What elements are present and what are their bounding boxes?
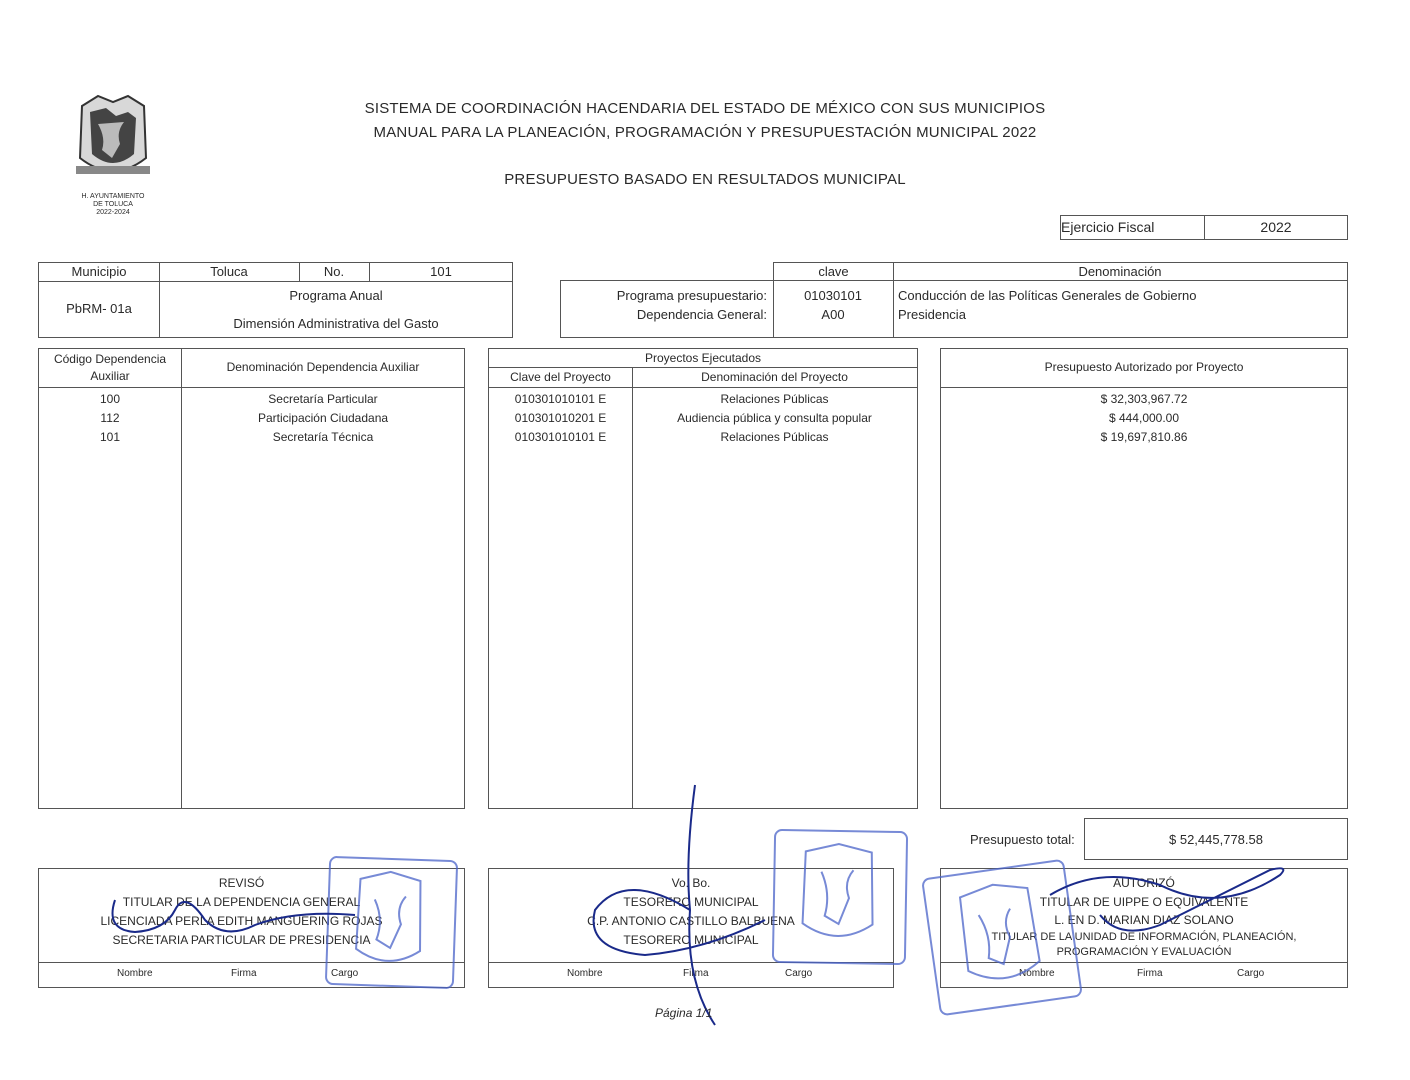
- municipio-no-label: No.: [323, 264, 345, 279]
- dependencia-label: Dependencia General:: [636, 307, 767, 322]
- autorizo-line1: TITULAR DE UIPPE O EQUIVALENTE: [1039, 895, 1249, 909]
- programa-denominacion: Conducción de las Políticas Generales de Gobierno: [898, 288, 1197, 303]
- auxiliar-row-codigo: 112: [100, 411, 120, 425]
- page-number: Página 1/1: [655, 1006, 713, 1020]
- municipio-value: Toluca: [210, 264, 248, 279]
- presupuesto-row-value: $ 19,697,810.86: [1100, 430, 1188, 444]
- autorizo-title: AUTORIZÓ: [1113, 876, 1175, 890]
- autorizo-line3: TITULAR DE LA UNIDAD DE INFORMACIÓN, PLANEACIÓN,: [991, 931, 1297, 943]
- autorizo-nombre-label: Nombre: [1019, 968, 1055, 979]
- presupuesto-row-value: $ 444,000.00: [1108, 411, 1180, 425]
- reviso-line3: SECRETARIA PARTICULAR DE PRESIDENCIA: [112, 933, 371, 947]
- auxiliar-col1-header-1: Código Dependencia: [53, 352, 167, 366]
- program-subtitle: Dimensión Administrativa del Gasto: [233, 316, 439, 331]
- auxiliar-row-denominacion: Participación Ciudadana: [257, 411, 389, 425]
- total-value: $ 52,445,778.58: [1169, 832, 1263, 847]
- dependencia-denominacion: Presidencia: [898, 307, 966, 322]
- fiscal-year-box: [1060, 215, 1348, 240]
- logo-caption-2: DE TOLUCA: [93, 201, 133, 208]
- vobo-title: Vo. Bo.: [671, 876, 711, 890]
- reviso-line2: LICENCIADA PERLA EDITH MANGUERING ROJAS: [100, 914, 383, 928]
- proyectos-col1-header: Clave del Proyecto: [510, 370, 611, 384]
- vobo-nombre-label: Nombre: [567, 968, 603, 979]
- proyecto-row-clave: 010301010201 E: [514, 411, 607, 425]
- auxiliar-col2-header: Denominación Dependencia Auxiliar: [226, 360, 420, 374]
- header-line-1: SISTEMA DE COORDINACIÓN HACENDARIA DEL ESTADO DE MÉXICO CON SUS MUNICIPIOS: [364, 100, 1046, 117]
- presupuesto-header: Presupuesto Autorizado por Proyecto: [1044, 360, 1244, 374]
- denominacion-header: Denominación: [1078, 264, 1162, 279]
- proyecto-row-clave: 010301010101 E: [514, 430, 607, 444]
- programa-clave: 01030101: [804, 288, 862, 303]
- fiscal-year-value: 2022: [1260, 219, 1292, 235]
- reviso-cargo-label: Cargo: [331, 968, 359, 979]
- signature-scribble-icon: [585, 780, 795, 1030]
- auxiliar-row-codigo: 101: [99, 430, 121, 444]
- total-label: Presupuesto total:: [970, 832, 1075, 847]
- auxiliar-row-codigo: 100: [99, 392, 121, 406]
- signature-scribble-icon: [95, 870, 375, 950]
- programa-header-row: [773, 262, 1348, 281]
- total-box: [1084, 818, 1348, 860]
- vobo-line3: TESORERO MUNICIPAL: [623, 933, 759, 947]
- proyecto-row-denominacion: Relaciones Públicas: [720, 430, 829, 444]
- proyecto-row-denominacion: Relaciones Públicas: [720, 392, 829, 406]
- proyectos-table: [488, 348, 918, 809]
- reviso-firma-label: Firma: [231, 968, 257, 979]
- header-line-2: MANUAL PARA LA PLANEACIÓN, PROGRAMACIÓN Y PRESUPUESTACIÓN MUNICIPAL 2022: [373, 124, 1037, 141]
- vobo-line2: C.P. ANTONIO CASTILLO BALBUENA: [587, 914, 795, 928]
- logo-caption-3: 2022-2024: [96, 209, 130, 216]
- programa-box: [560, 280, 1348, 338]
- auxiliar-row-denominacion: Secretaría Particular: [268, 392, 378, 406]
- auxiliar-table: [38, 348, 465, 809]
- proyectos-col2-header: Denominación del Proyecto: [701, 370, 848, 384]
- autorizo-firma-label: Firma: [1137, 968, 1163, 979]
- report-title: PRESUPUESTO BASADO EN RESULTADOS MUNICIPAL: [504, 171, 906, 188]
- reviso-line1: TITULAR DE LA DEPENDENCIA GENERAL: [122, 895, 361, 909]
- vobo-firma-label: Firma: [683, 968, 709, 979]
- reviso-title: REVISÓ: [218, 876, 265, 890]
- presupuesto-table: [940, 348, 1348, 809]
- proyectos-group-header: Proyectos Ejecutados: [644, 351, 762, 365]
- dependencia-clave: A00: [821, 307, 845, 322]
- logo-caption-1: H. AYUNTAMIENTO: [81, 193, 145, 200]
- signature-scribble-icon: [1040, 855, 1300, 945]
- autorizo-line4: PROGRAMACIÓN Y EVALUACIÓN: [1056, 946, 1232, 958]
- auxiliar-col1-header-2: Auxiliar: [90, 369, 130, 383]
- presupuesto-row-value: $ 32,303,967.72: [1100, 392, 1188, 406]
- reviso-nombre-label: Nombre: [117, 968, 153, 979]
- autorizo-cargo-label: Cargo: [1237, 968, 1265, 979]
- clave-header: clave: [818, 264, 849, 279]
- municipio-box: [38, 262, 513, 338]
- vobo-line1: TESORERO MUNICIPAL: [623, 895, 759, 909]
- programa-label: Programa presupuestario:: [616, 288, 767, 303]
- fiscal-year-label: Ejercicio Fiscal: [1061, 219, 1155, 235]
- municipio-no-value: 101: [430, 264, 452, 279]
- form-code: PbRM- 01a: [66, 301, 132, 316]
- proyecto-row-clave: 010301010101 E: [514, 392, 607, 406]
- program-title: Programa Anual: [289, 288, 383, 303]
- auxiliar-row-denominacion: Secretaría Técnica: [272, 430, 374, 444]
- municipio-label: Municipio: [71, 264, 127, 279]
- vobo-cargo-label: Cargo: [785, 968, 813, 979]
- autorizo-line2: L. EN D. MARIAN DIAZ SOLANO: [1054, 913, 1234, 927]
- proyecto-row-denominacion: Audiencia pública y consulta popular: [677, 411, 872, 425]
